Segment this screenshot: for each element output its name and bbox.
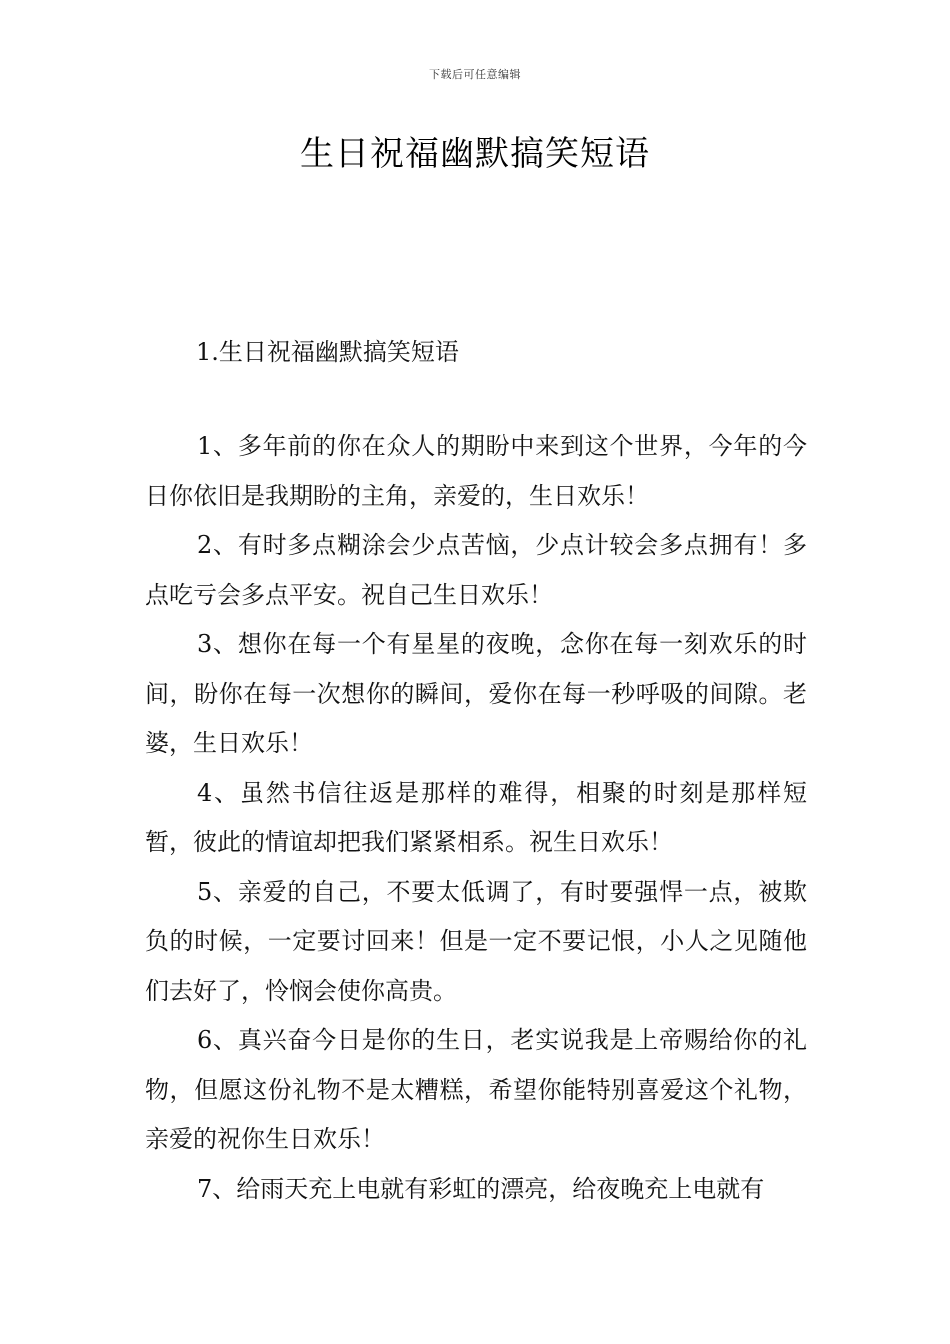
page-title: 生日祝福幽默搞笑短语 (300, 134, 650, 174)
paragraph-list (145, 422, 807, 1214)
paragraph: 1、多年前的你在众人的期盼中来到这个世界，今年的今日你依旧是我期盼的主角，亲爱的，生日欢乐！ (145, 432, 807, 510)
section-heading: 1.生日祝福幽默搞笑短语 (196, 338, 459, 366)
paragraph: 2、有时多点糊涂会少点苦恼，少点计较会多点拥有！多点吃亏会多点平安。祝自己生日欢乐！ (145, 531, 807, 609)
paragraph: 4、虽然书信往返是那样的难得，相聚的时刻是那样短暂，彼此的情谊却把我们紧紧相系。祝生日欢乐！ (145, 778, 807, 856)
paragraph: 7、给雨天充上电就有彩虹的漂亮，给夜晚充上电就有 (197, 1174, 765, 1203)
header-note: 下载后可任意编辑 (429, 68, 521, 81)
paragraph: 6、真兴奋今日是你的生日，老实说我是上帝赐给你的礼物，但愿这份礼物不是太糟糕，希望你能特别喜爱这个礼物，亲爱的祝你生日欢乐！ (145, 1026, 807, 1153)
paragraph: 3、想你在每一个有星星的夜晚，念你在每一刻欢乐的时间，盼你在每一次想你的瞬间，爱你在每一秒呼吸的间隙。老婆，生日欢乐！ (145, 630, 807, 757)
paragraph: 5、亲爱的自己，不要太低调了，有时要强悍一点，被欺负的时候，一定要讨回来！但是一定不要记恨，小人之见随他们去好了，怜悯会使你高贵。 (145, 877, 807, 1005)
